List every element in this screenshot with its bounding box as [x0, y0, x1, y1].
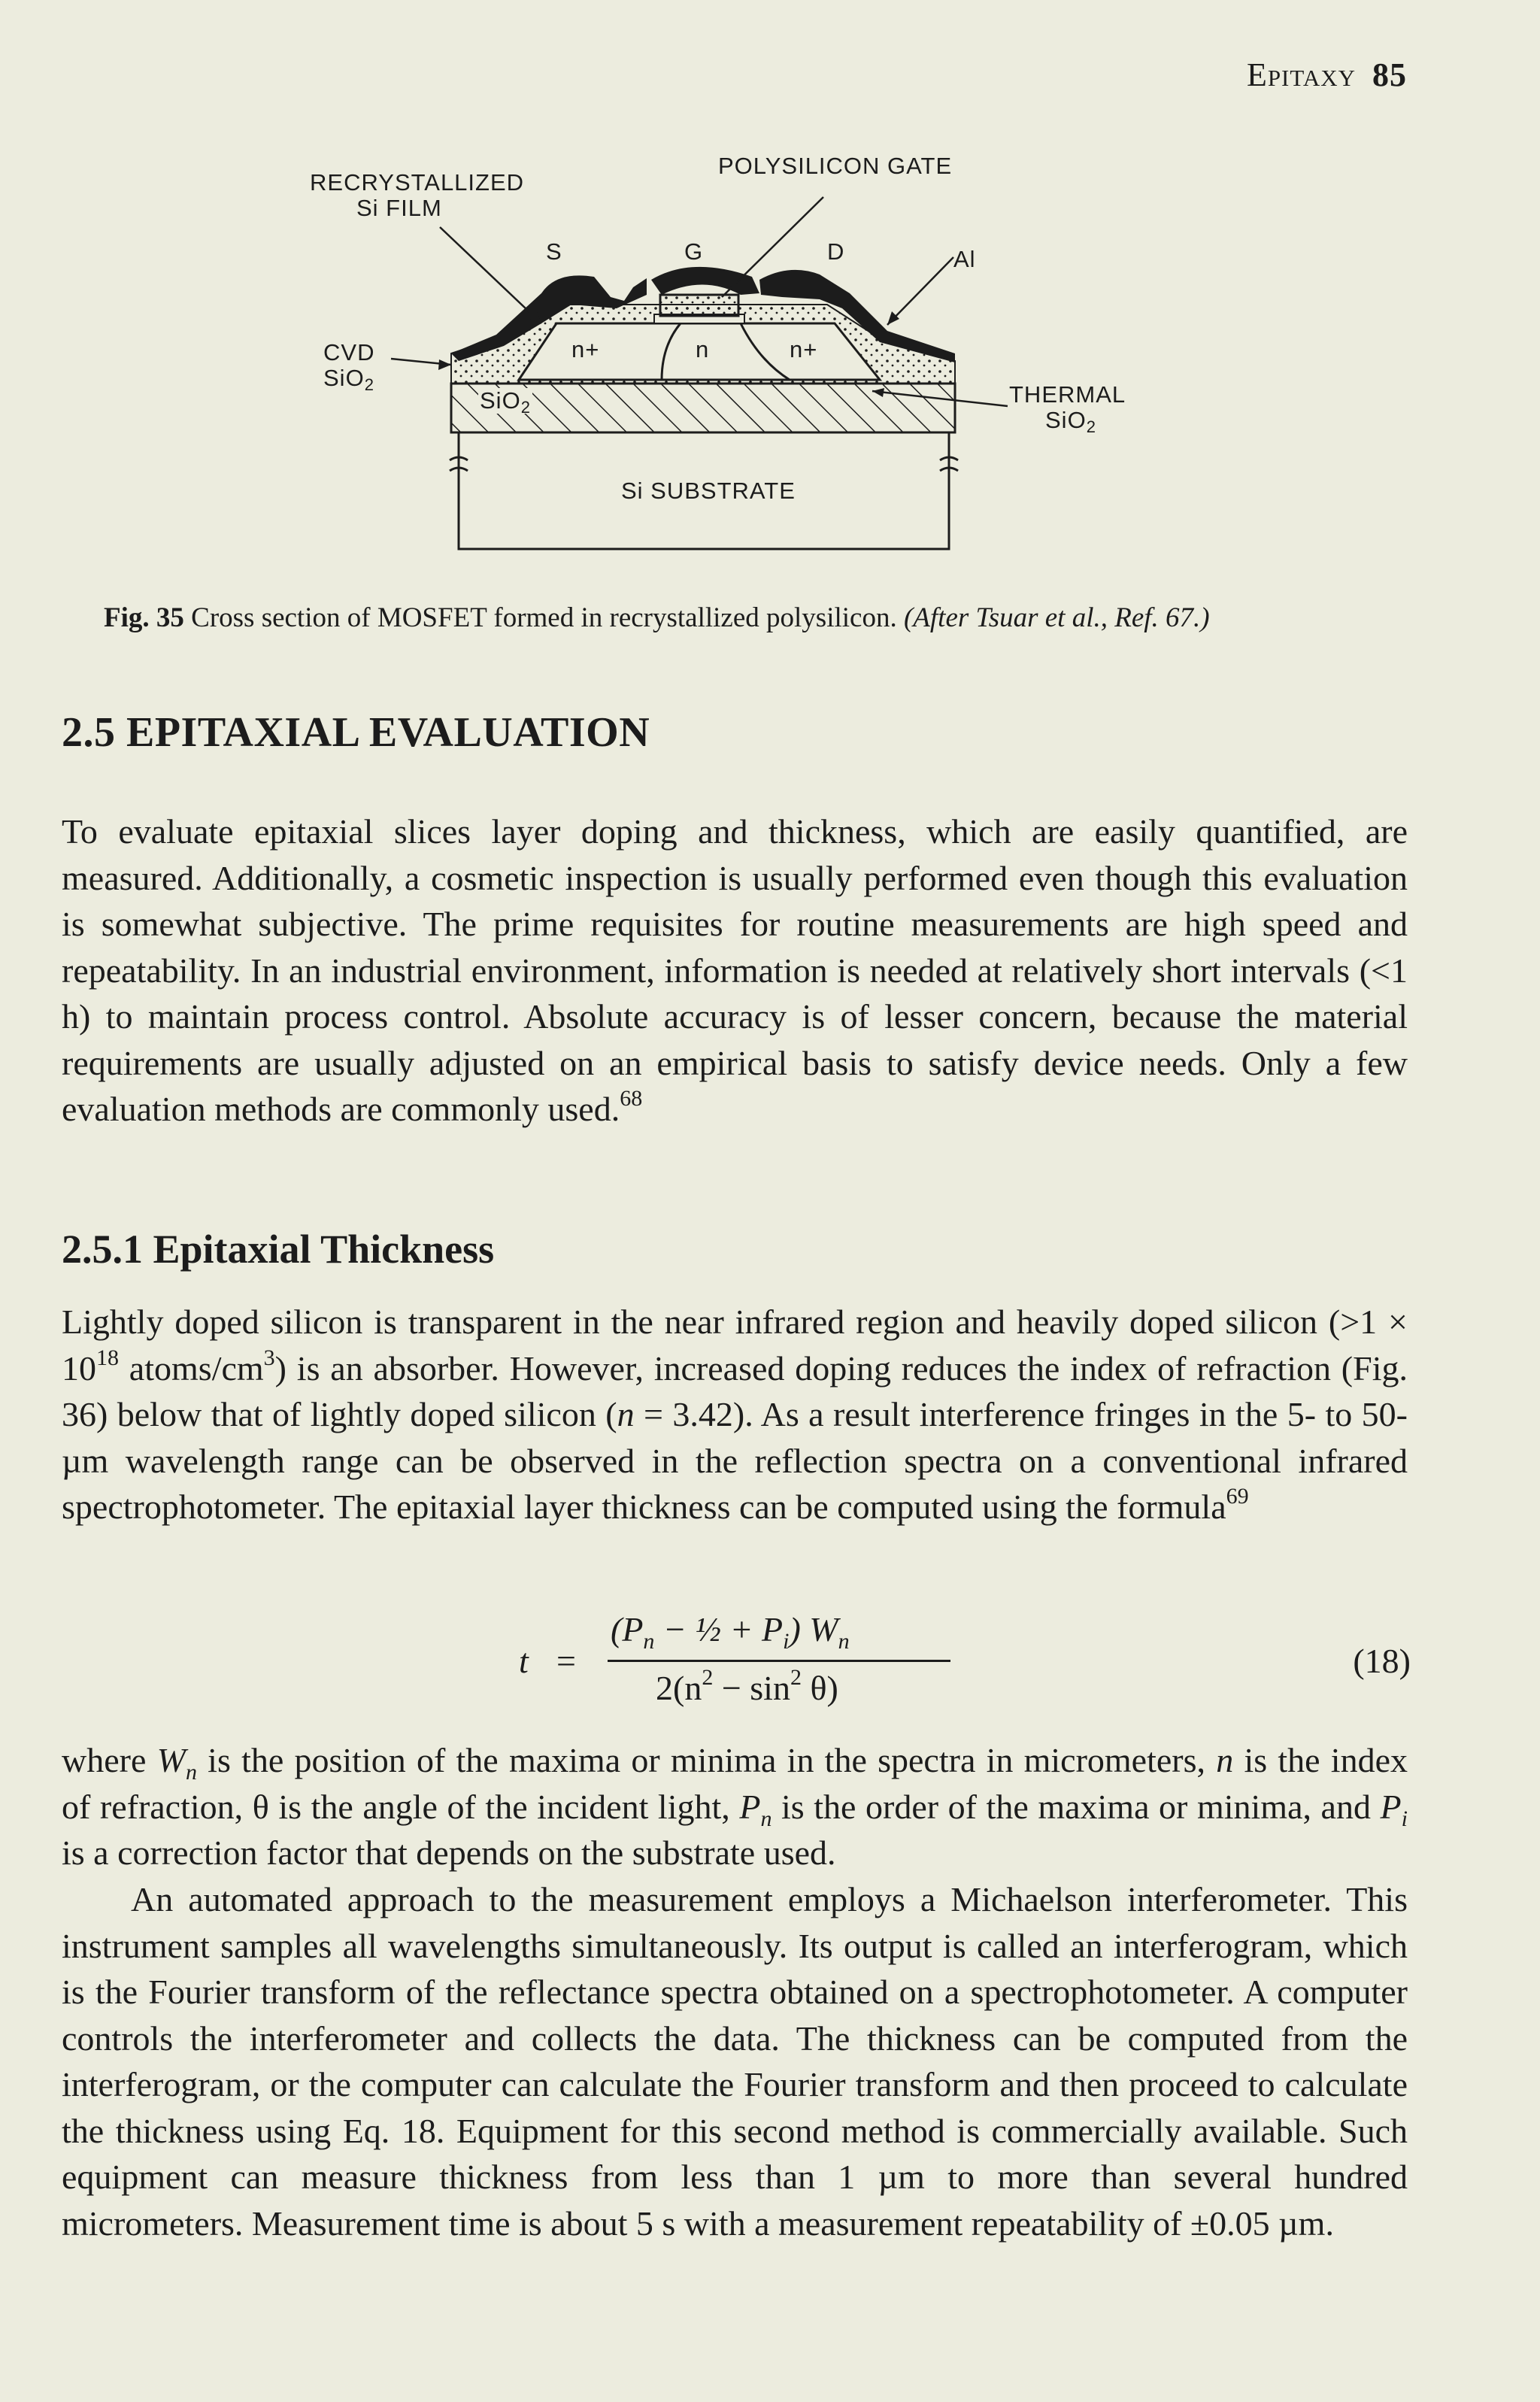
polysilicon-gate [660, 295, 738, 316]
eq-num-p: (P [611, 1610, 644, 1648]
p3-a: where [62, 1741, 157, 1779]
p2-text-3: ) is an absorber. However, increased doping reduces the index of refraction (Fig. 36) below that of lightly doped silicon ( [62, 1348, 1408, 1433]
ref-68: 68 [620, 1086, 643, 1111]
paragraph-formula-definitions [62, 1737, 1408, 1876]
section-heading: 2.5 EPITAXIAL EVALUATION [62, 709, 650, 756]
p2-text-4: = 3.42). As a result interference fringes in the 5- to 50-µm wavelength range can be observed in the reflection spectra on a conventional infrared spectrophotometer. The epitaxial layer thickness can be computed using the formula [62, 1395, 1408, 1526]
eq-den-b: − sin [713, 1669, 790, 1707]
eq-num-sub-w: n [838, 1629, 850, 1654]
mosfet-cross-section-figure [0, 0, 1540, 587]
p3-w-sub: n [185, 1760, 197, 1785]
p2-text-2: atoms/cm [119, 1348, 264, 1388]
label-thermal-sio2 [1009, 381, 1126, 437]
label-gate: G [684, 238, 704, 265]
page-number: 85 [1372, 56, 1407, 93]
eq-num-sub-i: i [783, 1629, 790, 1654]
eq-number: (18) [1353, 1642, 1411, 1680]
ref-69: 69 [1226, 1484, 1249, 1509]
p2-exponent: 18 [96, 1345, 119, 1370]
paragraph-intro [62, 808, 1408, 1133]
eq-den-a: 2(n [656, 1669, 702, 1707]
label-al: Al [953, 246, 976, 272]
label-n-plus-left: n+ [571, 336, 600, 362]
p3-e: is a correction factor that depends on the substrate used. [62, 1833, 836, 1872]
eq-den-c: θ) [801, 1669, 838, 1707]
label-recrystallized-line1: RECRYSTALLIZED [310, 169, 525, 196]
p2-text-1: Lightly doped silicon is transparent in the near infrared region and heavily doped silicon (>1 × 10 [62, 1303, 1408, 1388]
p3-p-sub: n [760, 1806, 772, 1831]
eq-numerator [611, 1609, 850, 1654]
paragraph-thickness [62, 1299, 1408, 1530]
label-cvd-line2: SiO [323, 365, 365, 392]
label-sio2-inner-text: SiO [480, 387, 521, 414]
label-cvd-sio2 [323, 339, 375, 395]
label-sio2-inner [478, 387, 532, 417]
running-head-section: Epitaxy [1246, 56, 1356, 93]
eq-equals: = [556, 1642, 576, 1680]
label-recrystallized-line2: Si FILM [356, 195, 442, 222]
eq-fraction-bar [608, 1660, 950, 1662]
label-thermal-line1: THERMAL [1009, 381, 1126, 408]
p3-c: is the index of refraction, θ is the angle of the incident light, [62, 1741, 1408, 1826]
eq-lhs: t [519, 1642, 529, 1680]
subsection-heading: 2.5.1 Epitaxial Thickness [62, 1227, 495, 1272]
label-sio2-inner-sub: 2 [520, 398, 531, 417]
p3-b: is the position of the maxima or minima in the spectra in micrometers, [196, 1741, 1217, 1779]
label-cvd-sub: 2 [364, 375, 374, 395]
eq-den-exp: 2 [702, 1665, 714, 1690]
eq-num-end: ) W [789, 1610, 838, 1648]
label-si-substrate: Si SUBSTRATE [621, 478, 796, 504]
p3-d: is the order of the maxima or minima, and [772, 1787, 1381, 1826]
p3-n: n [1216, 1741, 1234, 1779]
label-n-channel: n [696, 336, 710, 362]
caption-label: Fig. 35 [104, 602, 184, 633]
figure-caption [104, 602, 1210, 634]
p2-n: n [617, 1395, 635, 1433]
gate-metal [651, 267, 759, 295]
caption-text: Cross section of MOSFET formed in recrystallized polysilicon. [191, 602, 897, 633]
label-drain: D [827, 238, 845, 265]
eq-denominator [656, 1665, 838, 1708]
eq-num-sub-n: n [643, 1629, 655, 1654]
paragraph-intro-text: To evaluate epitaxial slices layer doping and thickness, which are easily quantified, are measured. Additionally, a cosmetic inspection is usually performed even though this evaluation is somewhat subjective. The prime requisites for routine measurements are high speed and repeatability. In an industrial environment, information is needed at relatively short intervals (<1 h) to maintain process control. Absolute accuracy is of lesser concern, because the material requirements are usually adjusted on an empirical basis to satisfy device needs. Only a few evaluation methods are commonly used. [62, 812, 1408, 1128]
label-cvd-line1: CVD [323, 339, 375, 365]
label-polysilicon-gate: POLYSILICON GATE [718, 153, 953, 179]
p3-p: P [739, 1787, 761, 1826]
paragraph-automated-approach: An automated approach to the measurement employs a Michaelson interferometer. This instrument samples all wavelengths simultaneously. Its output is called an interferogram, which is the Fourier transform of the reflectance spectra obtained on a spectrophotometer. A computer controls the interferometer and collects the data. The thickness can be computed from the interferogram, or the computer can calculate the Fourier transform and then proceed to calculate the thickness using Eq. 18. Equipment for this second method is commercially available. Such equipment can measure thickness from less than 1 µm to more than several hundred micrometers. Measurement time is about 5 s with a measurement repeatability of ±0.05 µm. [62, 1880, 1408, 2243]
p3-pi: P [1380, 1787, 1402, 1826]
arrow-cvd [438, 359, 451, 370]
label-recrystallized-si-film [310, 170, 524, 221]
equation-18 [0, 1609, 1540, 1715]
caption-citation: (After Tsuar et al., Ref. 67.) [903, 602, 1210, 633]
p3-pi-sub: i [1401, 1806, 1408, 1831]
leader-recrystallized [440, 227, 541, 323]
leader-al [887, 257, 953, 325]
p2-exponent-2: 3 [263, 1345, 275, 1370]
label-source: S [546, 238, 562, 265]
label-thermal-line2: SiO [1045, 407, 1087, 434]
eq-num-mid: − ½ + P [654, 1610, 784, 1648]
eq-den-exp2: 2 [790, 1665, 802, 1690]
p3-w: W [156, 1741, 186, 1779]
label-thermal-sub: 2 [1086, 417, 1096, 437]
label-n-plus-right: n+ [790, 336, 818, 362]
